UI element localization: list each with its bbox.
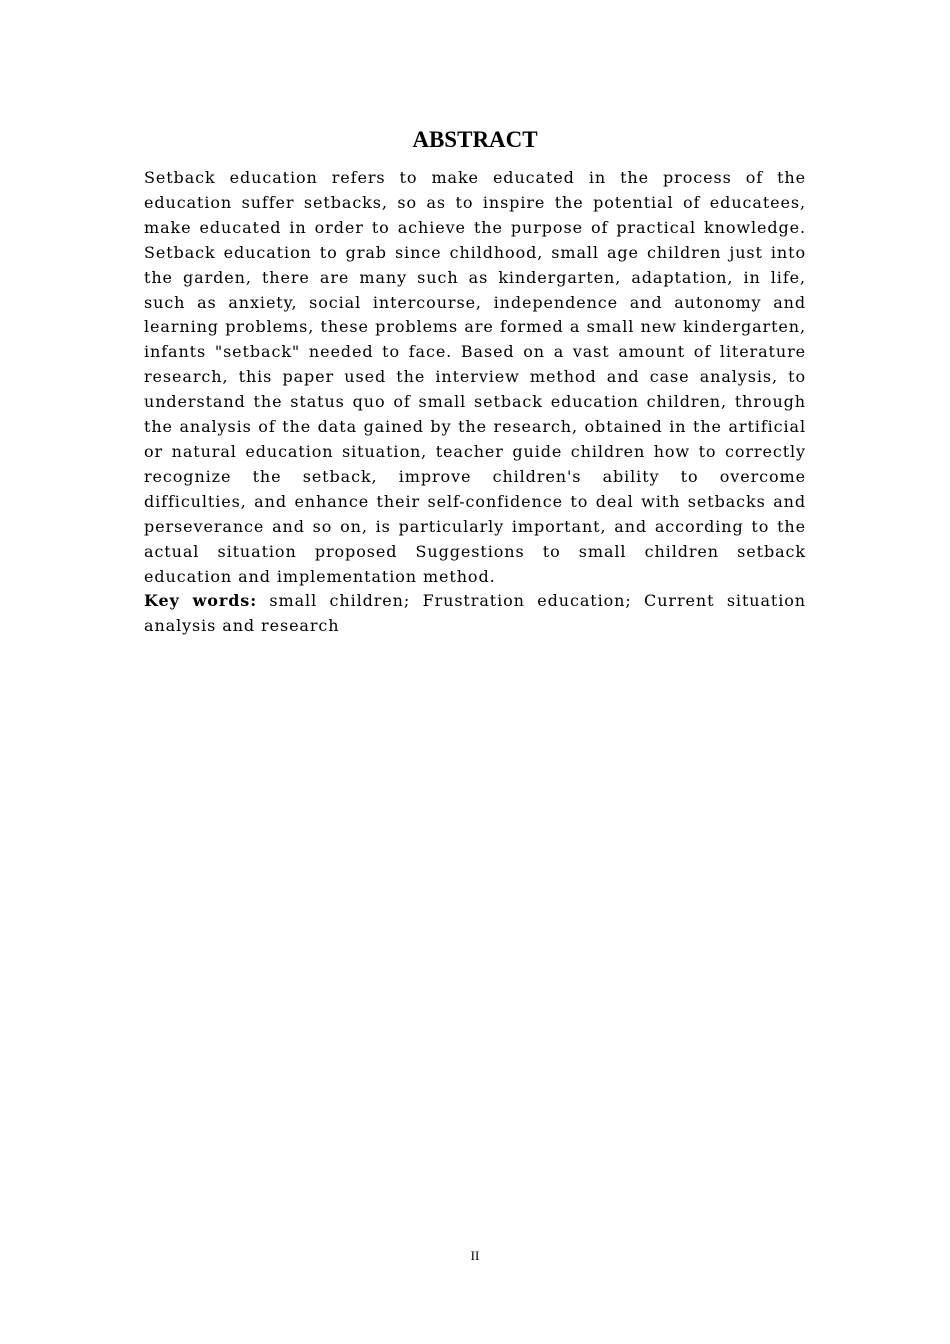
keywords-paragraph bbox=[144, 589, 806, 639]
keywords-text: small children; Frustration education; Current situation analysis and research bbox=[144, 591, 807, 635]
page-number: II bbox=[470, 1248, 480, 1263]
abstract-body: Setback education refers to make educated in the process of the education suffer setbacks, so as to inspire the potential of educatees, make educated in order to achieve the purpose of practical knowledge. Setback education to grab since childhood, small age children just into the garden, there are many such as kindergarten, adaptation, in life, such as anxiety, social intercourse, independence and autonomy and learning problems, these problems are formed a small new kindergarten, infants "setback" needed to face. Based on a vast amount of literature research, this paper used the interview method and case analysis, to understand the status quo of small setback education children, through the analysis of the data gained by the research, obtained in the artificial or natural education situation, teacher guide children how to correctly recognize the setback, improve children's ability to overcome difficulties, and enhance their self-confidence to deal with setbacks and perseverance and so on, is particularly important, and according to the actual situation proposed Suggestions to small children setback education and implementation method. bbox=[144, 168, 806, 586]
abstract-title: ABSTRACT bbox=[412, 127, 538, 152]
keywords-label: Key words: bbox=[144, 591, 258, 610]
